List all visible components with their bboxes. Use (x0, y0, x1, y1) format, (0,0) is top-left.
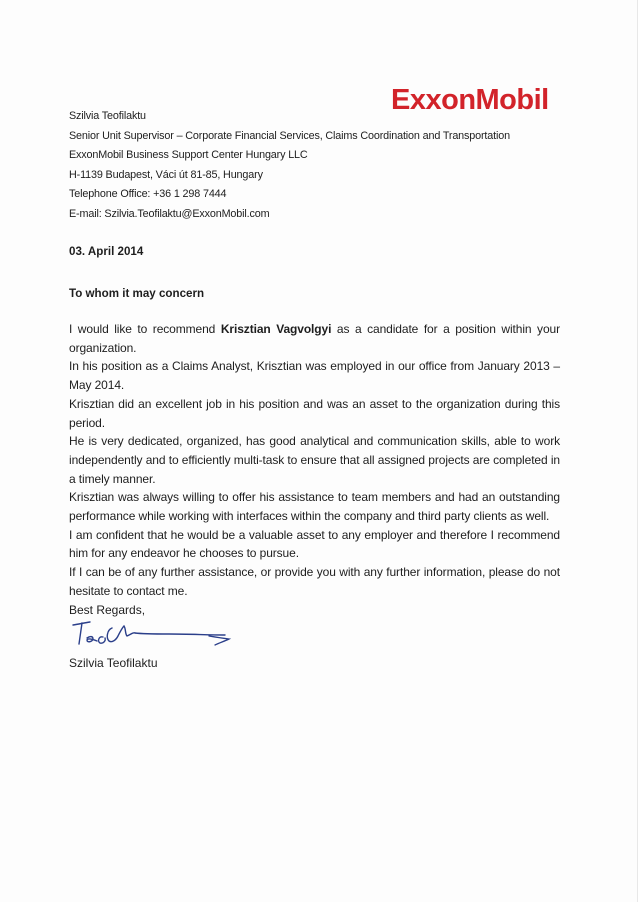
handwritten-signature (69, 614, 234, 658)
sender-company: ExxonMobil Business Support Center Hungary LLC (69, 149, 308, 161)
p1-after: as a candidate for a position within your organization. (69, 322, 560, 355)
letter-date: 03. April 2014 (69, 245, 144, 258)
paragraph-confidence: I am confident that he would be a valuable asset to any employer and therefore I recommend him for any endeavor he chooses to pursue. (69, 527, 560, 561)
sender-email: E-mail: Szilvia.Teofilaktu@ExxonMobil.com (69, 207, 270, 220)
sender-phone: Telephone Office: +36 1 298 7444 (69, 188, 227, 200)
letter-closing: Best Regards, (69, 603, 146, 617)
paragraph-recommendation (69, 320, 560, 357)
sender-title: Senior Unit Supervisor – Corporate Financial Services, Claims Coordination and Transportation (69, 129, 510, 142)
logo-text: ExxonMobil (391, 84, 549, 116)
candidate-name: Krisztian Vagvolgyi (220, 322, 332, 336)
paragraph-teamwork: Krisztian was always willing to offer his assistance to team members and had an outstanding performance while working with interfaces within the company and third party clients as well. (69, 490, 560, 524)
sender-name: Szilvia Teofilaktu (69, 110, 146, 122)
letter-body (69, 320, 560, 601)
sender-block (69, 107, 510, 224)
paragraph-skills: He is very dedicated, organized, has good analytical and communication skills, able to work independently and to efficiently multi-task to ensure that all assigned projects are completed in a timely manner. (69, 434, 560, 486)
paragraph-performance: Krisztian did an excellent job in his position and was an asset to the organization during this period. (69, 396, 560, 430)
letter-greeting: To whom it may concern (69, 287, 205, 300)
paragraph-contact: If I can be of any further assistance, or provide you with any further information, please do not hesitate to contact me. (69, 565, 560, 598)
paragraph-position: In his position as a Claims Analyst, Krisztian was employed in our office from January 2013 – May 2014. (69, 359, 560, 393)
signer-name: Szilvia Teofilaktu (69, 656, 158, 670)
sender-address: H-1139 Budapest, Váci út 81-85, Hungary (69, 168, 263, 181)
p1-before: I would like to recommend (69, 322, 221, 336)
